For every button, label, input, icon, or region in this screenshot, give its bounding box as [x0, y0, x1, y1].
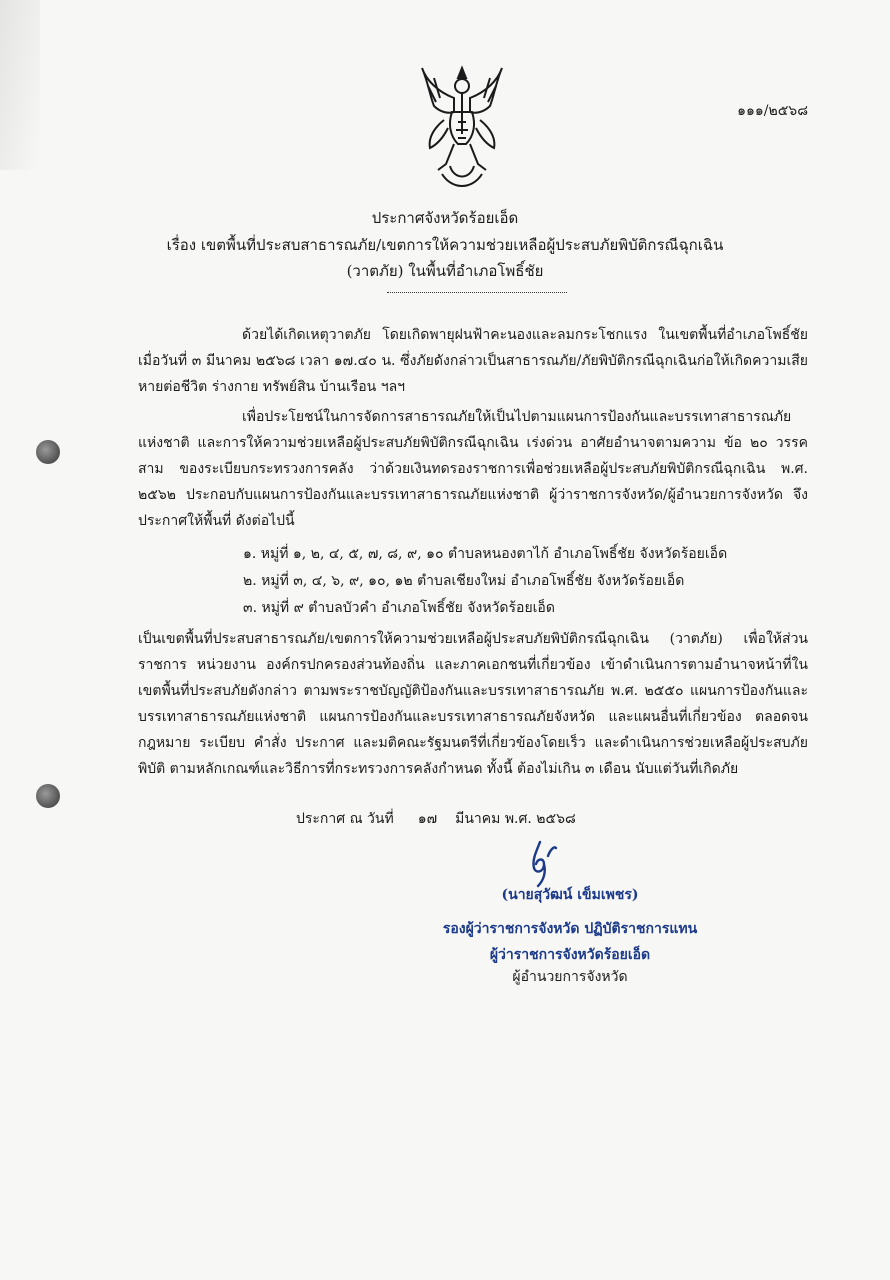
document-number: ๑๑๑/๒๕๖๘ [737, 103, 808, 119]
paragraph-authority: เพื่อประโยชน์ในการจัดการสาธารณภัยให้เป็นไปตามแผนการป้องกันและบรรเทาสาธารณภัยแห่งชาติ และการให้ความช่วยเหลือผู้ประสบภัยพิบัติกรณีฉุกเฉิน เร่งด่วน อาศัยอำนาจตามความ ข้อ ๒๐ วรรคสาม ของระเบียบกระทรวงการคลัง ว่าด้วยเงินทดรองราชการเพื่อช่วยเหลือผู้ประสบภัยพิบัติกรณีฉุกเฉิน พ.ศ. ๒๕๖๒ ประกอบกับแผนการป้องกันและบรรเทาสาธารณภัยแห่งชาติ ผู้ว่าราชการจังหวัด/ผู้อำนวยการจังหวัด จึงประกาศให้พื้นที่ ดังต่อไปนี้ [138, 409, 808, 529]
announcement-title: ประกาศจังหวัดร้อยเอ็ด [371, 209, 519, 227]
date-prefix: ประกาศ ณ วันที่ [296, 811, 394, 827]
area-list-item: ๒. หมู่ที่ ๓, ๔, ๖, ๙, ๑๐, ๑๒ ตำบลเชียงใหม่ อำเภอโพธิ์ชัย จังหวัดร้อยเอ็ด [243, 573, 685, 589]
area-list-item: ๑. หมู่ที่ ๑, ๒, ๔, ๕, ๗, ๘, ๙, ๑๐ ตำบลหนองตาไก้ อำเภอโพธิ์ชัย จังหวัดร้อยเอ็ด [243, 546, 728, 562]
page-fold-shadow [0, 0, 40, 170]
garuda-emblem-icon [414, 62, 510, 194]
date-month-year: มีนาคม พ.ศ. ๒๕๖๘ [455, 811, 576, 827]
announcement-subject: เรื่อง เขตพื้นที่ประสบสาธารณภัย/เขตการให้ความช่วยเหลือผู้ประสบภัยพิบัติกรณีฉุกเฉิน [166, 236, 724, 254]
punch-hole-icon [36, 784, 60, 808]
announcement-subject-line2: (วาตภัย) ในพื้นที่อำเภอโพธิ์ชัย [346, 262, 544, 280]
signer-position-governor: ผู้ว่าราชการจังหวัดร้อยเอ็ด [489, 947, 651, 963]
date-day: ๑๗ [417, 811, 438, 827]
punch-hole-icon [36, 440, 60, 464]
area-list-item: ๓. หมู่ที่ ๙ ตำบลบัวคำ อำเภอโพธิ์ชัย จังหวัดร้อยเอ็ด [243, 600, 555, 616]
signer-position-director: ผู้อำนวยการจังหวัด [512, 969, 628, 985]
paragraph-incident: ด้วยได้เกิดเหตุวาตภัย โดยเกิดพายุฝนฟ้าคะนองและลมกระโชกแรง ในเขตพื้นที่อำเภอโพธิ์ชัย เมื่อวันที่ ๓ มีนาคม ๒๕๖๘ เวลา ๑๗.๔๐ น. ซึ่งภัยดังกล่าวเป็นสาธารณภัย/ภัยพิบัติกรณีฉุกเฉินก่อให้เกิดความเสียหายต่อชีวิต ร่างกาย ทรัพย์สิน บ้านเรือน ฯลฯ [138, 327, 808, 395]
dotted-divider [387, 292, 567, 293]
signer-position: รองผู้ว่าราชการจังหวัด ปฏิบัติราชการแทน [442, 921, 698, 937]
paragraph-declaration: เป็นเขตพื้นที่ประสบสาธารณภัย/เขตการให้ความช่วยเหลือผู้ประสบภัยพิบัติกรณีฉุกเฉิน (วาตภัย) เพื่อให้ส่วนราชการ หน่วยงาน องค์กรปกครองส่วนท้องถิ่น และภาคเอกชนที่เกี่ยวข้อง เข้าดำเนินการตามอำนาจหน้าที่ในเขตพื้นที่ประสบภัยดังกล่าว ตามพระราชบัญญัติป้องกันและบรรเทาสาธารณภัย พ.ศ. ๒๕๕๐ แผนการป้องกันและบรรเทาสาธารณภัยแห่งชาติ แผนการป้องกันและบรรเทาสาธารณภัยจังหวัด และแผนอื่นที่เกี่ยวข้อง ตลอดจนกฎหมาย ระเบียบ คำสั่ง ประกาศ และมติคณะรัฐมนตรีที่เกี่ยวข้องโดยเร็ว และดำเนินการช่วยเหลือผู้ประสบภัยพิบัติ ตามหลักเกณฑ์และวิธีการที่กระทรวงการคลังกำหนด ทั้งนี้ ต้องไม่เกิน ๓ เดือน นับแต่วันที่เกิดภัย [138, 631, 808, 777]
signer-name: (นายสุวัฒน์ เข็มเพชร) [501, 887, 639, 903]
announcement-date [296, 808, 576, 830]
handwritten-signature-icon [518, 838, 562, 890]
